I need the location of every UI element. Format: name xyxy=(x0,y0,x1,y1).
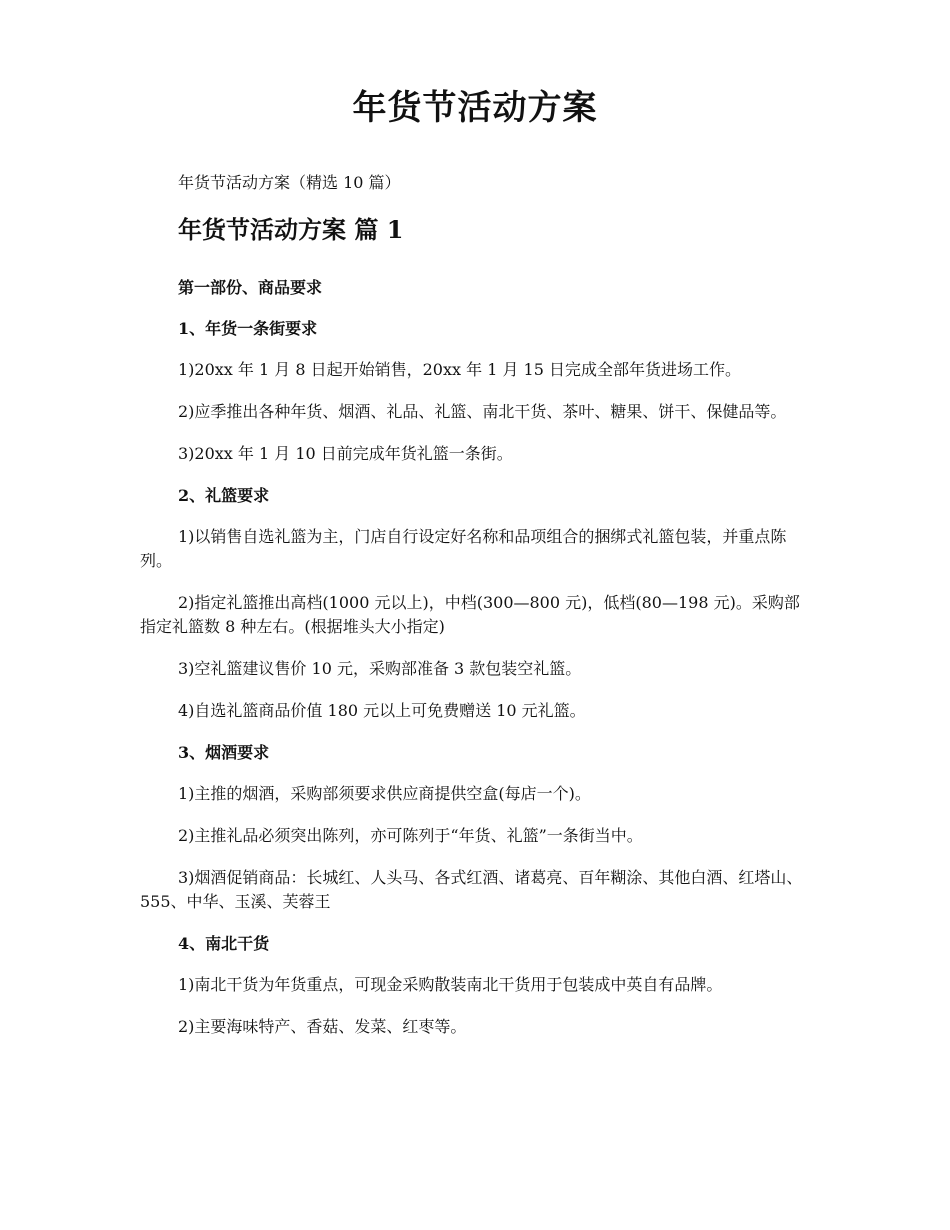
part-heading: 第一部份、商品要求 xyxy=(178,278,323,297)
paragraph: 2)主要海味特产、香菇、发菜、红枣等。 xyxy=(178,1017,467,1036)
document-title: 年货节活动方案 xyxy=(352,88,598,128)
paragraph: 3)烟酒促销商品：长城红、人头马、各式红酒、诸葛亮、百年糊涂、其他白酒、红塔山、555、中华、玉溪、芙蓉王 xyxy=(140,868,803,911)
subsection-heading-4: 4、南北干货 xyxy=(178,934,270,953)
paragraph: 1)南北干货为年货重点，可现金采购散装南北干货用于包装成中英自有品牌。 xyxy=(178,975,723,994)
paragraph: 1)主推的烟酒，采购部须要求供应商提供空盒(每店一个)。 xyxy=(178,784,591,803)
paragraph: 3)空礼篮建议售价 10 元，采购部准备 3 款包装空礼篮。 xyxy=(178,659,582,678)
paragraph: 3)20xx 年 1 月 10 日前完成年货礼篮一条街。 xyxy=(178,444,513,463)
paragraph: 2)主推礼品必须突出陈列，亦可陈列于“年货、礼篮”一条街当中。 xyxy=(178,826,643,845)
section-heading: 年货节活动方案 篇 1 xyxy=(178,215,404,244)
subsection-heading-2: 2、礼篮要求 xyxy=(178,486,270,505)
paragraph: 1)以销售自选礼篮为主，门店自行设定好名称和品项组合的捆绑式礼篮包装，并重点陈列。 xyxy=(140,527,787,570)
paragraph: 2)指定礼篮推出高档(1000 元以上)，中档(300—800 元)，低档(80—198 元)。采购部指定礼篮数 8 种左右。(根据堆头大小指定) xyxy=(140,593,800,636)
subsection-heading-1: 1、年货一条街要求 xyxy=(178,319,318,338)
document-subtitle: 年货节活动方案（精选 10 篇） xyxy=(178,173,401,192)
paragraph: 4)自选礼篮商品价值 180 元以上可免费赠送 10 元礼篮。 xyxy=(178,701,586,720)
paragraph: 2)应季推出各种年货、烟酒、礼品、礼篮、南北干货、茶叶、糖果、饼干、保健品等。 xyxy=(178,402,787,421)
subsection-heading-3: 3、烟酒要求 xyxy=(178,743,270,762)
paragraph: 1)20xx 年 1 月 8 日起开始销售，20xx 年 1 月 15 日完成全部年货进场工作。 xyxy=(178,360,741,379)
document-body xyxy=(140,276,812,1057)
